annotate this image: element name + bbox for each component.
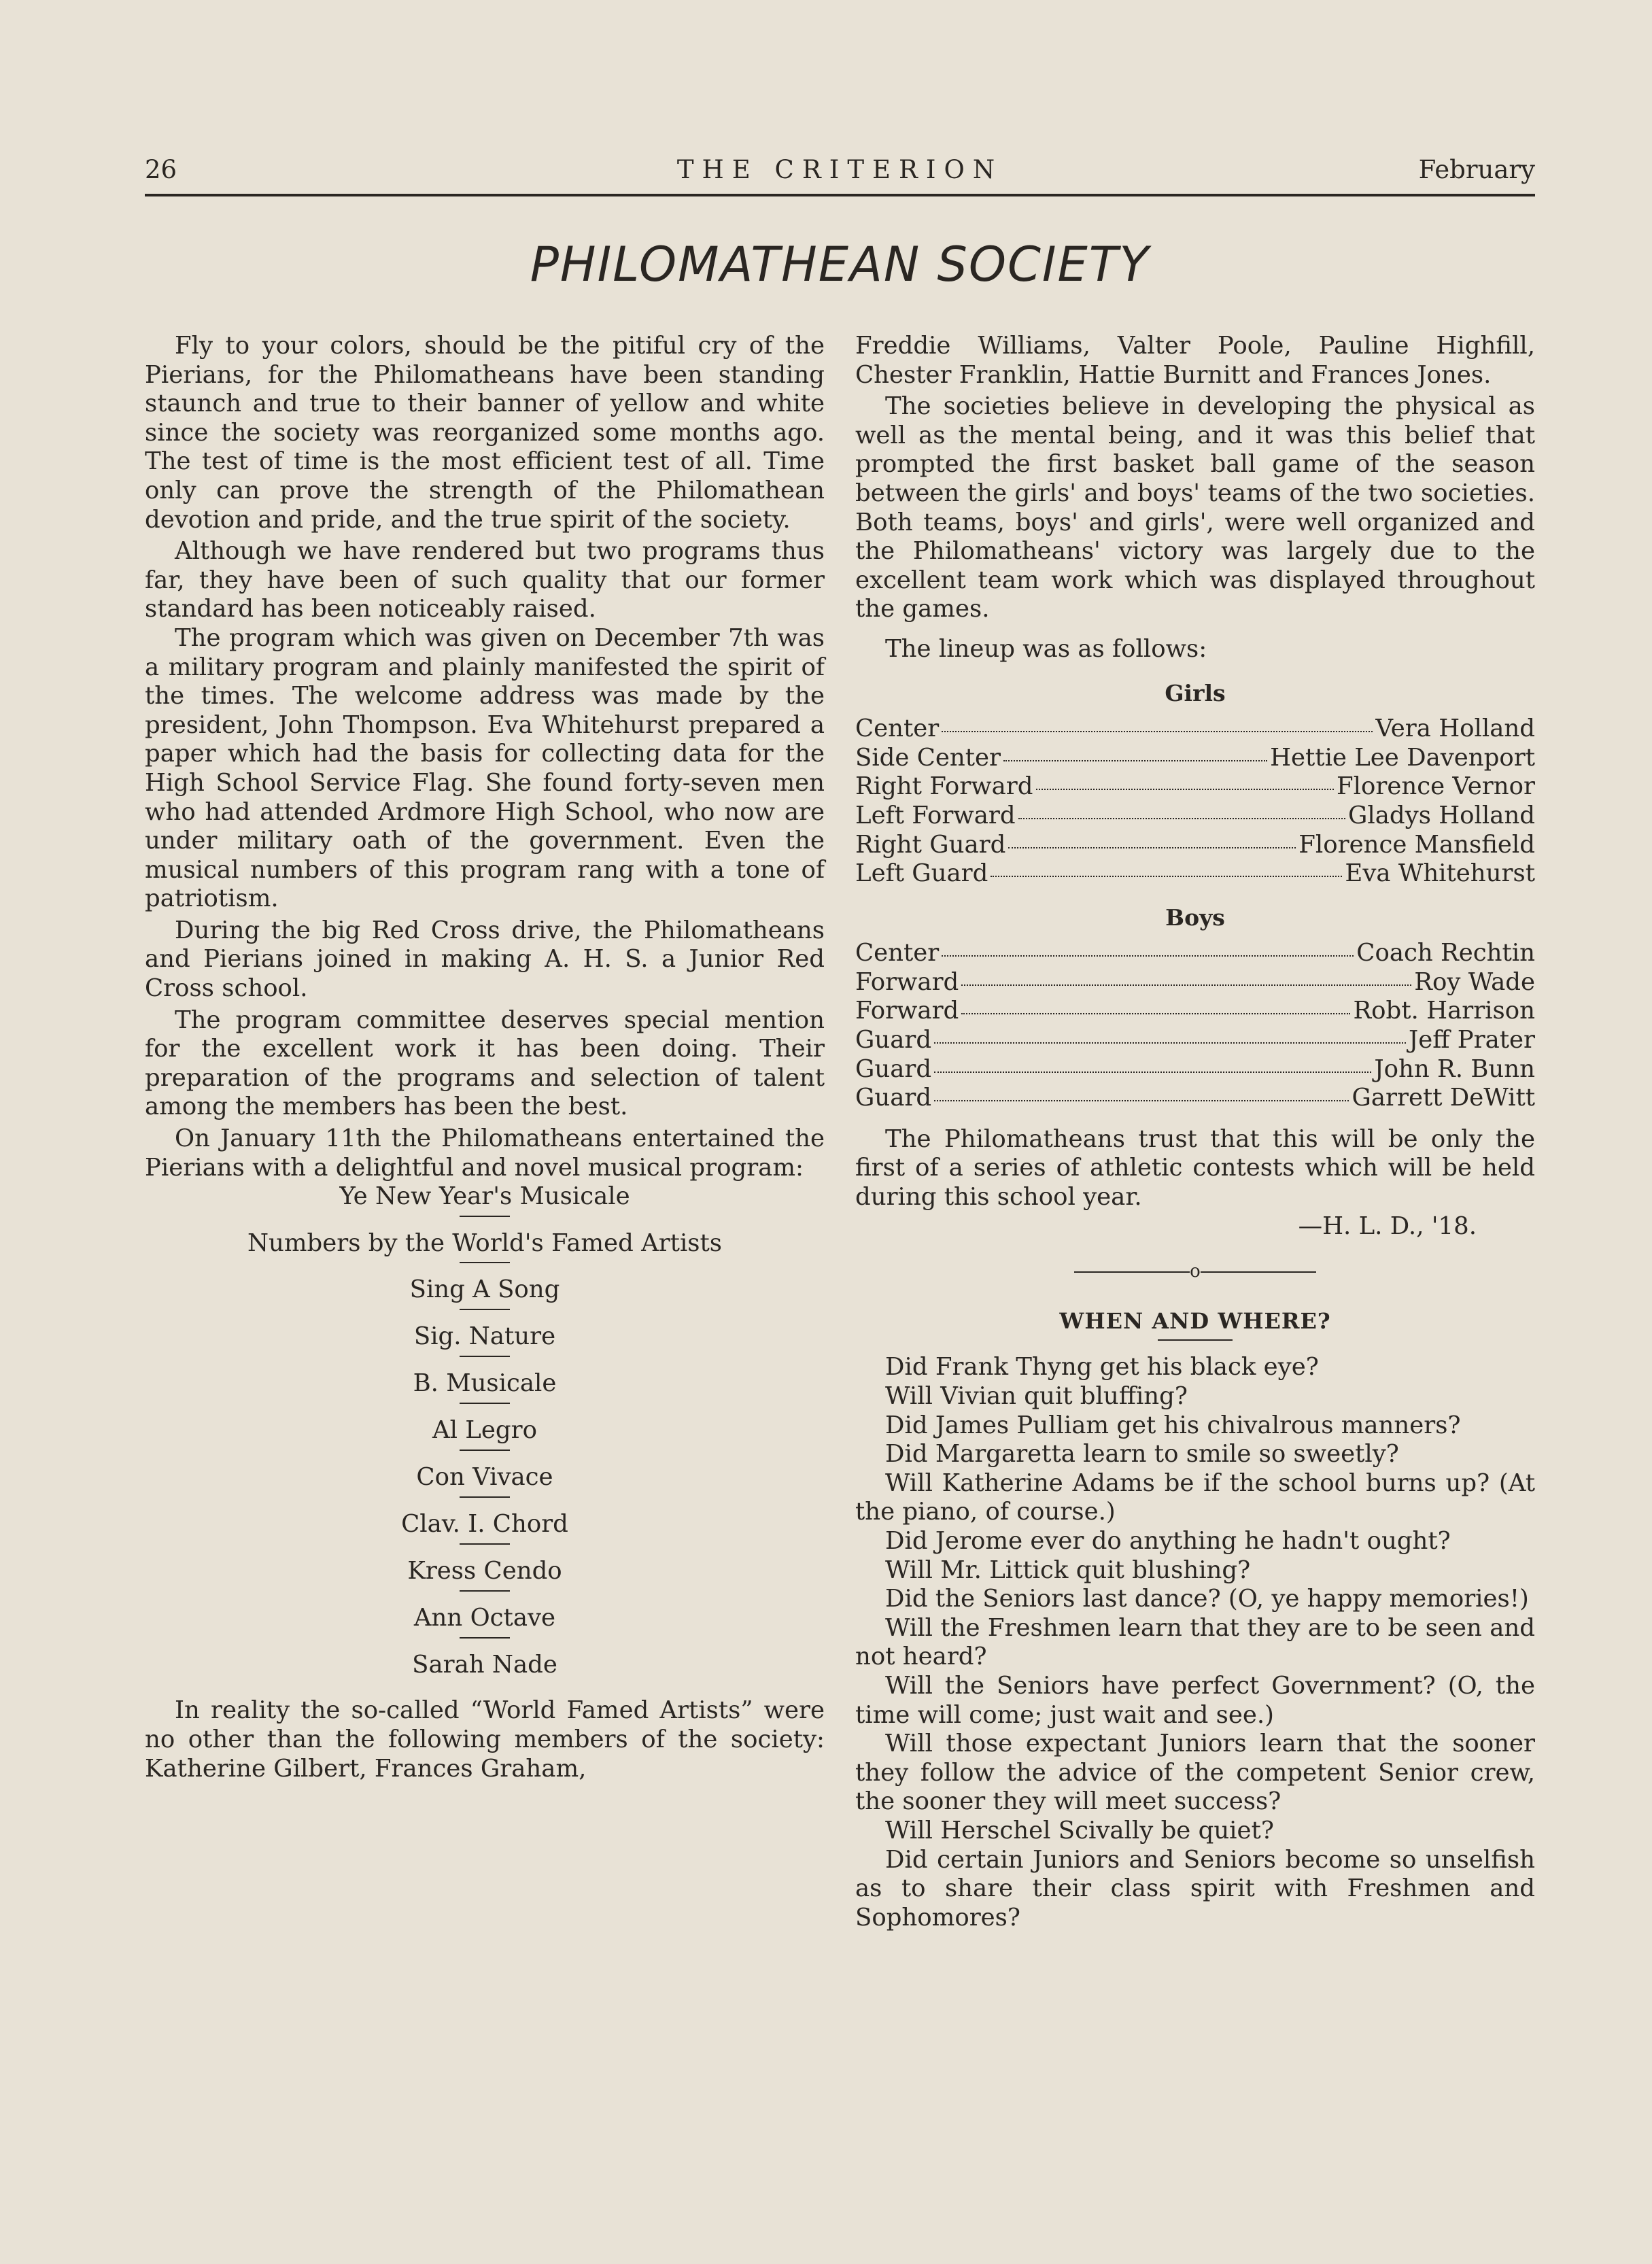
left-column	[145, 332, 825, 1783]
lineup-row	[855, 802, 1535, 831]
lineup-name: Hettie Lee Davenport	[1270, 743, 1535, 772]
lineup-name: Vera Holland	[1375, 715, 1535, 743]
divider	[1158, 1339, 1233, 1341]
lineup-position: Center	[855, 715, 940, 743]
program-item: Clav. I. Chord	[401, 1510, 568, 1539]
lineup-row	[855, 997, 1535, 1026]
dot-leader	[942, 731, 1373, 732]
page-number: 26	[145, 155, 177, 184]
article-title: PHILOMATHEAN SOCIETY	[530, 237, 1150, 292]
dot-leader	[934, 1100, 1349, 1101]
lineup-position: Center	[855, 939, 940, 967]
lineup-row	[855, 939, 1535, 968]
lineup-name: Florence Mansfield	[1298, 830, 1535, 859]
paragraph: In reality the so-called “World Famed Artists” were no other than the following members of the society: Katherine Gilbert, Frances Graham,	[145, 1696, 825, 1783]
lineup-position: Forward	[855, 997, 959, 1025]
divider	[460, 1543, 510, 1545]
dot-leader	[1018, 818, 1345, 819]
program-item: Con Vivace	[416, 1463, 553, 1492]
section-divider	[855, 1257, 1535, 1286]
paragraph: The Philomatheans trust that this will be only the first of a series of athletic contests which will be held during this school year.	[855, 1125, 1535, 1212]
program-item: Sig. Nature	[413, 1322, 556, 1351]
lineup-row	[855, 744, 1535, 773]
lineup-row	[855, 1084, 1535, 1113]
lineup-row	[855, 1026, 1535, 1055]
question: Did James Pulliam get his chivalrous manners?	[885, 1411, 1461, 1439]
lineup-row	[855, 1055, 1535, 1084]
divider	[460, 1403, 510, 1404]
lineup-name: Florence Vernor	[1337, 772, 1535, 801]
divider-mark: o	[1190, 1261, 1201, 1282]
question: Will Vivian quit bluffing?	[885, 1382, 1188, 1410]
paragraph: The program which was given on December 7th was a military program and plainly manifested the spirit of the times. The welcome address was made by the president, John Thompson. Eva Whitehurst prepared a paper which had the basis for collecting data for the High School Service Flag. She found forty-seven men who had attended Ardmore High School, who now are under military oath of the government. Even the musical numbers of this program rang with a tone of patriotism.	[145, 623, 825, 913]
paragraph: During the big Red Cross drive, the Philomatheans and Pierians joined in making A. H. S. a Junior Red Cross school.	[145, 916, 825, 1003]
paragraph: Although we have rendered but two programs thus far, they have been of such quality that our former standard has been noticeably raised.	[145, 537, 825, 623]
paragraph: The program committee deserves special mention for the excellent work it has been doing. Their preparation of the programs and selection of talent among the members has been the best.	[145, 1006, 825, 1121]
lineup-name: Eva Whitehurst	[1345, 859, 1535, 888]
lineup-position: Guard	[855, 1054, 932, 1083]
divider-line	[1074, 1271, 1190, 1273]
question: Did Jerome ever do anything he hadn't ought?	[885, 1526, 1451, 1555]
lineup-row	[855, 715, 1535, 744]
right-column	[855, 332, 1535, 1932]
dot-leader	[961, 984, 1411, 986]
dot-leader	[961, 1013, 1350, 1014]
lineup-position: Right Forward	[855, 772, 1033, 801]
program-item: Al Legro	[432, 1416, 537, 1445]
dot-leader	[934, 1071, 1371, 1073]
program-title: Ye New Year's Musicale	[339, 1182, 630, 1211]
issue-month: February	[1418, 155, 1535, 184]
lineup-position: Guard	[855, 1026, 932, 1054]
divider-line	[1201, 1271, 1316, 1273]
question: Did certain Juniors and Seniors become so unselfish as to share their class spirit with Freshmen and Sophomores?	[855, 1845, 1535, 1932]
dot-leader	[942, 955, 1354, 957]
lineup-name: Jeff Prater	[1408, 1026, 1535, 1054]
lineup-position: Left Forward	[855, 801, 1016, 829]
divider	[460, 1309, 510, 1310]
program-item: Sarah Nade	[412, 1651, 557, 1679]
lineup-intro: The lineup was as follows:	[885, 634, 1207, 663]
boys-lineup	[855, 939, 1535, 1113]
lineup-row	[855, 859, 1535, 889]
program-item: Sing A Song	[409, 1275, 560, 1304]
dot-leader	[1036, 789, 1335, 790]
question: Will Mr. Littick quit blushing?	[885, 1556, 1251, 1584]
girls-heading: Girls	[1165, 679, 1226, 706]
lineup-row	[855, 831, 1535, 860]
lineup-name: John R. Bunn	[1374, 1054, 1535, 1083]
boys-heading: Boys	[1165, 904, 1225, 931]
lineup-position: Guard	[855, 1084, 932, 1112]
dot-leader	[991, 876, 1342, 877]
lineup-position: Side Center	[855, 743, 1001, 772]
paragraph: The societies believe in developing the physical as well as the mental being, and it was this belief that prompted the first basket ball game of the season between the girls' and boys' teams of the two societies. Both teams, boys' and girls', were well organized and the Philomatheans' victory was largely due to the excellent team work which was displayed throughout the games.	[855, 392, 1535, 623]
lineup-name: Gladys Holland	[1348, 801, 1535, 829]
program-item: B. Musicale	[413, 1369, 557, 1398]
lineup-row	[855, 968, 1535, 997]
question: Did Frank Thyng get his black eye?	[885, 1353, 1319, 1382]
paragraph: Freddie Williams, Valter Poole, Pauline Highfill, Chester Franklin, Hattie Burnitt and Frances Jones.	[855, 332, 1535, 389]
paragraph: On January 11th the Philomatheans entertained the Pierians with a delightful and novel musical program:	[145, 1125, 825, 1182]
dot-leader	[1008, 847, 1296, 848]
lineup-name: Robt. Harrison	[1353, 997, 1535, 1025]
lineup-position: Right Guard	[855, 830, 1006, 859]
question: Will Katherine Adams be if the school burns up? (At the piano, of course.)	[855, 1469, 1535, 1526]
question: Will the Seniors have perfect Government? (O, the time will come; just wait and see.)	[855, 1671, 1535, 1729]
lineup-row	[855, 772, 1535, 802]
program-subtitle: Numbers by the World's Famed Artists	[247, 1229, 723, 1257]
divider	[460, 1590, 510, 1592]
lineup-name: Roy Wade	[1414, 967, 1535, 996]
girls-lineup	[855, 715, 1535, 889]
divider	[460, 1216, 510, 1217]
header-rule	[145, 194, 1535, 196]
divider	[460, 1637, 510, 1639]
section-heading: WHEN AND WHERE?	[1059, 1307, 1331, 1334]
divider	[460, 1496, 510, 1498]
lineup-name: Garrett DeWitt	[1352, 1084, 1535, 1112]
question: Will those expectant Juniors learn that the sooner they follow the advice of the competent Senior crew, the sooner they will meet success?	[855, 1730, 1535, 1816]
dot-leader	[1003, 760, 1267, 761]
question: Did Margaretta learn to smile so sweetly?	[885, 1440, 1399, 1469]
lineup-position: Left Guard	[855, 859, 988, 888]
divider	[460, 1450, 510, 1451]
divider	[460, 1356, 510, 1357]
program-item: Kress Cendo	[407, 1557, 562, 1585]
paragraph: Fly to your colors, should be the pitiful cry of the Pierians, for the Philomatheans have been standing staunch and true to their banner of yellow and white since the society was reorganized some months ago. The test of time is the most efficient test of all. Time only can prove the strength of the Philomathean devotion and pride, and the true spirit of the society.	[145, 332, 825, 534]
question: Will the Freshmen learn that they are to be seen and not heard?	[855, 1613, 1535, 1671]
publication-title: THE CRITERION	[676, 155, 1003, 184]
lineup-name: Coach Rechtin	[1356, 939, 1535, 967]
running-head	[145, 155, 1535, 189]
lineup-position: Forward	[855, 967, 959, 996]
question: Did the Seniors last dance? (O, ye happy memories!)	[885, 1585, 1529, 1613]
divider	[460, 1262, 510, 1263]
question: Will Herschel Scivally be quiet?	[885, 1816, 1274, 1845]
program-item: Ann Octave	[413, 1604, 556, 1632]
dot-leader	[934, 1042, 1406, 1044]
signature: —H. L. D., '18.	[1298, 1212, 1477, 1240]
